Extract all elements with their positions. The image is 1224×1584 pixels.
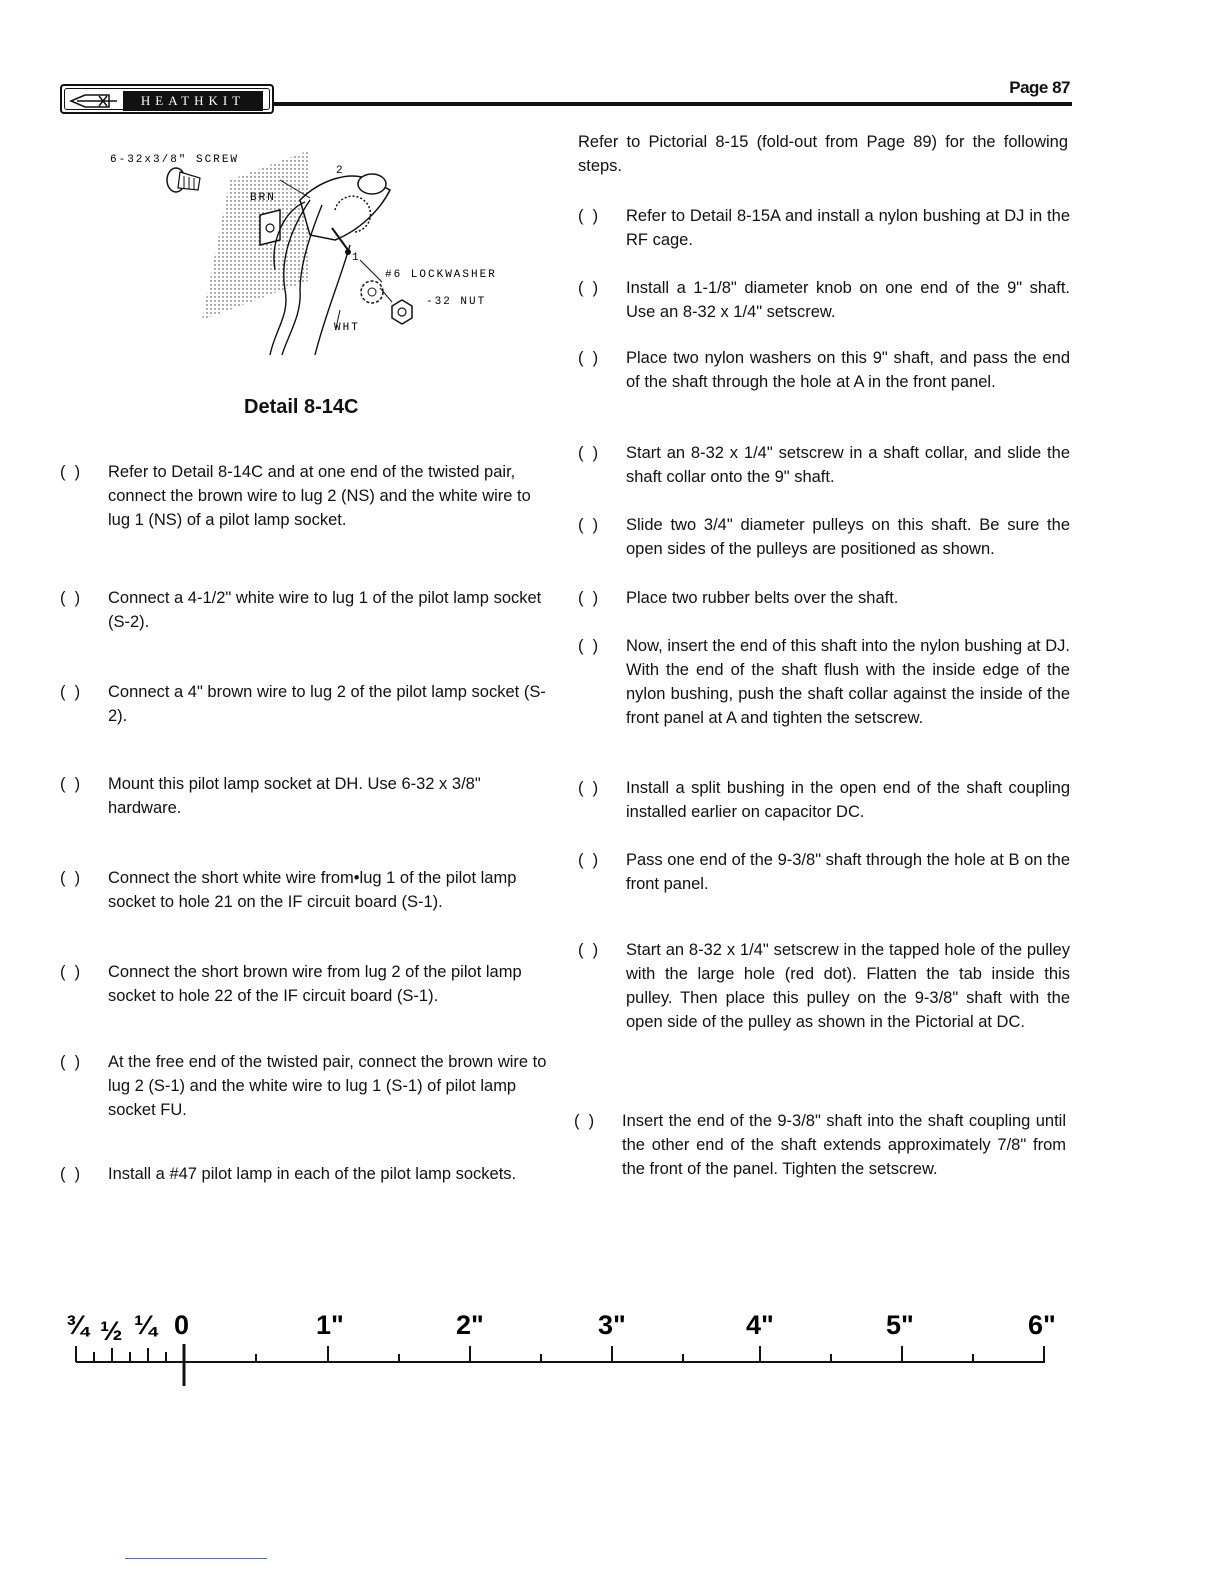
- nut-part: [392, 300, 412, 324]
- label-lockwasher: #6 LOCKWASHER: [385, 269, 497, 281]
- heathkit-logo: [60, 84, 274, 114]
- step-checkbox[interactable]: ( ): [574, 1112, 595, 1130]
- chassis-panel: [202, 150, 310, 320]
- step-checkbox[interactable]: ( ): [60, 869, 81, 887]
- step-checkbox[interactable]: ( ): [578, 637, 599, 655]
- step-checkbox[interactable]: ( ): [60, 463, 81, 481]
- brand-name: HEATHKIT: [123, 91, 263, 111]
- right-step[interactable]: [578, 346, 1070, 394]
- step-checkbox[interactable]: ( ): [578, 589, 599, 607]
- step-text: Install a #47 pilot lamp in each of the pilot lamp sockets.: [108, 1165, 517, 1183]
- right-step[interactable]: [578, 441, 1070, 489]
- ruler-label-5: 5": [886, 1310, 914, 1340]
- step-checkbox[interactable]: ( ): [60, 1053, 81, 1071]
- left-step[interactable]: [60, 772, 550, 820]
- step-text: Pass one end of the 9-3/8" shaft through the hole at B on the front panel.: [626, 851, 1070, 893]
- ruler-label-6: 6": [1028, 1310, 1056, 1340]
- right-step[interactable]: [578, 776, 1070, 824]
- step-checkbox[interactable]: ( ): [578, 941, 599, 959]
- ruler-label-2: 2": [456, 1310, 484, 1340]
- ruler-label-half: ½: [100, 1316, 123, 1346]
- step-text: Mount this pilot lamp socket at DH. Use 6-32 x 3/8" hardware.: [108, 775, 481, 817]
- step-checkbox[interactable]: ( ): [60, 683, 81, 701]
- right-step[interactable]: [578, 634, 1070, 730]
- step-text: Install a split bushing in the open end of the shaft coupling installed earlier on capacitor DC.: [626, 779, 1070, 821]
- label-wht: WHT: [334, 322, 360, 334]
- step-checkbox[interactable]: ( ): [60, 963, 81, 981]
- ruler-label-0: 0: [174, 1310, 190, 1340]
- left-step[interactable]: [60, 1162, 550, 1186]
- step-checkbox[interactable]: ( ): [60, 1165, 81, 1183]
- left-step[interactable]: [60, 866, 550, 914]
- step-checkbox[interactable]: ( ): [578, 349, 599, 367]
- step-text: Install a 1-1/8" diameter knob on one end of the 9" shaft. Use an 8-32 x 1/4" setscrew.: [626, 279, 1070, 321]
- ruler-label-1: 1": [316, 1310, 344, 1340]
- step-text: At the free end of the twisted pair, connect the brown wire to lug 2 (S-1) and the white wire to lug 1 (S-1) of pilot lamp socket FU.: [108, 1053, 547, 1119]
- right-step[interactable]: [578, 848, 1070, 896]
- heathkit-emblem-icon: [69, 92, 123, 110]
- right-step[interactable]: [578, 276, 1070, 324]
- header-rule: [274, 102, 1072, 106]
- step-checkbox[interactable]: ( ): [60, 775, 81, 793]
- detail-caption: Detail 8-14C: [244, 396, 359, 418]
- right-step[interactable]: [574, 1109, 1066, 1181]
- step-text: Slide two 3/4" diameter pulleys on this shaft. Be sure the open sides of the pulleys are positioned as shown.: [626, 516, 1070, 558]
- step-text: Connect the short brown wire from lug 2 of the pilot lamp socket to hole 22 of the IF circuit board (S-1).: [108, 963, 522, 1005]
- left-step[interactable]: [60, 680, 550, 728]
- step-text: Insert the end of the 9-3/8" shaft into the shaft coupling until the other end of the shaft extends approximately 7/8" from the front of the panel. Tighten the setscrew.: [622, 1112, 1066, 1178]
- step-checkbox[interactable]: ( ): [60, 589, 81, 607]
- step-text: Start an 8-32 x 1/4" setscrew in the tapped hole of the pulley with the large hole (red dot). Flatten the tab inside this pulley. Then place this pulley on the 9-3/8" shaft with the open side of the pulley as shown in the Pictorial at DC.: [626, 941, 1070, 1031]
- ruler-label-three-quarter: ¾: [66, 1310, 89, 1340]
- step-checkbox[interactable]: ( ): [578, 279, 599, 297]
- right-step[interactable]: [578, 513, 1070, 561]
- inch-ruler: [60, 1300, 1060, 1400]
- step-checkbox[interactable]: ( ): [578, 444, 599, 462]
- left-step[interactable]: [60, 586, 550, 634]
- step-text: Place two rubber belts over the shaft.: [626, 589, 899, 607]
- right-step[interactable]: [578, 204, 1070, 252]
- label-nut: -32 NUT: [426, 296, 487, 308]
- step-text: Now, insert the end of this shaft into the nylon bushing at DJ. With the end of the shaft flush with the inside edge of the nylon bushing, push the shaft collar against the inside of the front panel at A and tighten the setscrew.: [626, 637, 1070, 727]
- pictorial-intro: Refer to Pictorial 8-15 (fold-out from Page 89) for the following steps.: [578, 133, 1068, 175]
- lockwasher-part: [361, 281, 383, 303]
- step-text: Connect the short white wire from•lug 1 of the pilot lamp socket to hole 21 on the IF circuit board (S-1).: [108, 869, 517, 911]
- step-text: Refer to Detail 8-14C and at one end of the twisted pair, connect the brown wire to lug 2 (NS) and the white wire to lug 1 (NS) of a pilot lamp socket.: [108, 463, 531, 529]
- label-brn: BRN: [250, 192, 276, 204]
- step-checkbox[interactable]: ( ): [578, 516, 599, 534]
- left-step[interactable]: [60, 1050, 550, 1122]
- page-number: Page 87: [1009, 78, 1070, 97]
- step-checkbox[interactable]: ( ): [578, 779, 599, 797]
- left-step[interactable]: [60, 460, 550, 532]
- right-step[interactable]: [578, 586, 1070, 610]
- step-text: Place two nylon washers on this 9" shaft, and pass the end of the shaft through the hole at A in the front panel.: [626, 349, 1070, 391]
- label-screw: 6-32x3/8" SCREW: [110, 154, 240, 166]
- detail-8-14c-figure: [110, 140, 530, 365]
- step-text: Connect a 4" brown wire to lug 2 of the pilot lamp socket (S-2).: [108, 683, 546, 725]
- ruler-label-4: 4": [746, 1310, 774, 1340]
- label-lug-2: 2: [336, 165, 345, 177]
- step-text: Refer to Detail 8-15A and install a nylon bushing at DJ in the RF cage.: [626, 207, 1070, 249]
- screw-part: [167, 168, 200, 192]
- ruler-label-quarter: ¼: [134, 1310, 157, 1340]
- right-step[interactable]: [578, 938, 1070, 1034]
- step-checkbox[interactable]: ( ): [578, 851, 599, 869]
- step-checkbox[interactable]: ( ): [578, 207, 599, 225]
- bottom-link-underline: [125, 1558, 267, 1559]
- left-step[interactable]: [60, 960, 550, 1008]
- step-text: Connect a 4-1/2" white wire to lug 1 of the pilot lamp socket (S-2).: [108, 589, 542, 631]
- ruler-label-3: 3": [598, 1310, 626, 1340]
- label-lug-1: 1: [352, 252, 361, 264]
- step-text: Start an 8-32 x 1/4" setscrew in a shaft collar, and slide the shaft collar onto the 9" shaft.: [626, 444, 1070, 486]
